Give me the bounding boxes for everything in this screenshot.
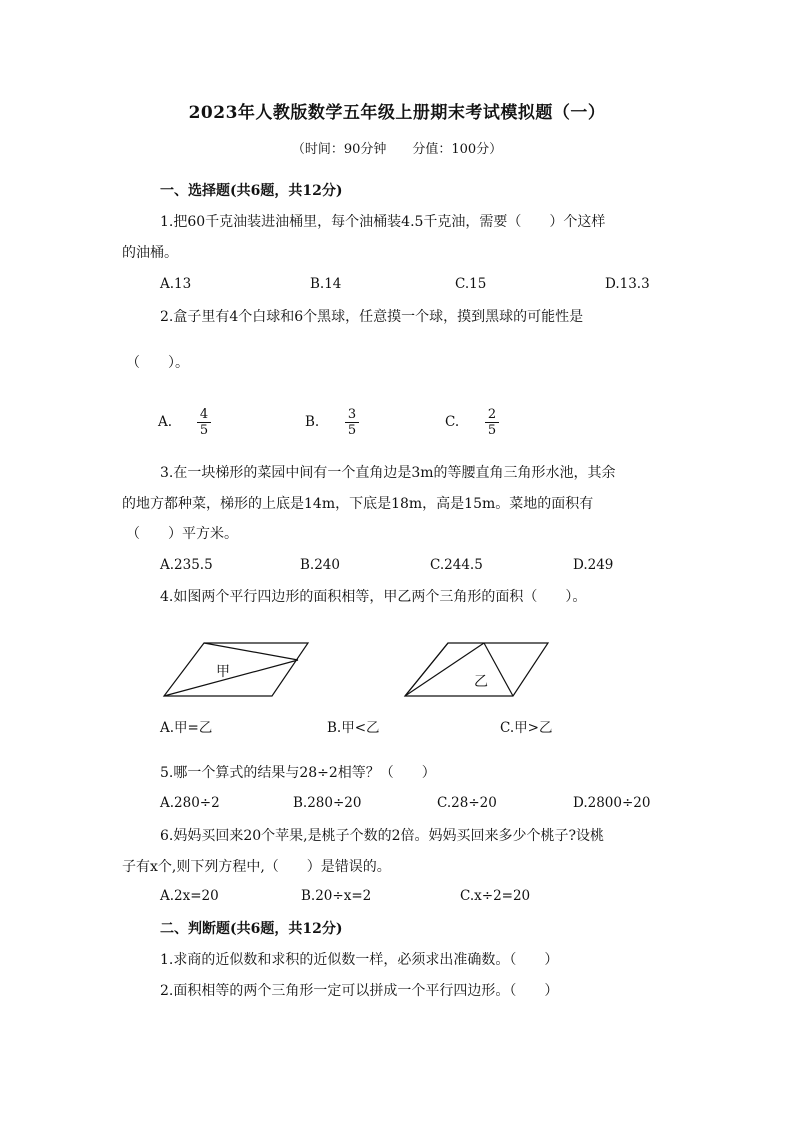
q2-option-b-fraction bbox=[345, 408, 359, 437]
q6-text-line2: 子有x个,则下列方程中,（ ）是错误的。 bbox=[122, 859, 391, 875]
q2-text-line2: （ ）。 bbox=[126, 355, 189, 371]
q5-option-c[interactable]: C.28÷20 bbox=[437, 795, 497, 811]
fraction-denominator: 5 bbox=[347, 423, 357, 438]
segment bbox=[405, 643, 448, 696]
q3-text-line2: 的地方都种菜，梯形的上底是14m，下底是18m，高是15m。菜地的面积有 bbox=[122, 496, 594, 512]
q2-option-b-label[interactable]: B. bbox=[305, 414, 320, 430]
q1-option-b[interactable]: B.14 bbox=[310, 276, 342, 292]
q3-option-a[interactable]: A.235.5 bbox=[160, 557, 213, 573]
figure-jia bbox=[164, 643, 308, 696]
q5-option-d[interactable]: D.2800÷20 bbox=[573, 795, 651, 811]
q3-text-line1: 3.在一块梯形的菜园中间有一个直角边是3m的等腰直角三角形水池，其余 bbox=[160, 465, 616, 481]
q6-option-a[interactable]: A.2x=20 bbox=[160, 888, 219, 904]
q1-option-c[interactable]: C.15 bbox=[455, 276, 487, 292]
q3-text-line3: （ ）平方米。 bbox=[126, 526, 238, 542]
q5-option-b[interactable]: B.280÷20 bbox=[293, 795, 362, 811]
fraction-numerator: 2 bbox=[485, 408, 499, 423]
q6-option-b[interactable]: B.20÷x=2 bbox=[301, 888, 372, 904]
q3-option-c[interactable]: C.244.5 bbox=[430, 557, 483, 573]
section1-heading: 一、选择题(共6题，共12分) bbox=[160, 183, 343, 199]
q2-option-a-fraction bbox=[197, 408, 211, 437]
q3-option-b[interactable]: B.240 bbox=[300, 557, 340, 573]
q4-text-line1: 4.如图两个平行四边形的面积相等，甲乙两个三角形的面积（ ）。 bbox=[160, 589, 587, 605]
q2-option-c-fraction bbox=[485, 408, 499, 437]
q2-text-line1: 2.盒子里有4个白球和6个黑球，任意摸一个球，摸到黑球的可能性是 bbox=[160, 309, 584, 325]
parallelogram-figure bbox=[160, 638, 560, 700]
q5-option-a[interactable]: A.280÷2 bbox=[160, 795, 220, 811]
segment bbox=[164, 660, 298, 696]
q1-text-line1: 1.把60千克油装进油桶里，每个油桶装4.5千克油，需要（ ）个这样 bbox=[160, 214, 606, 230]
q3-option-d[interactable]: D.249 bbox=[573, 557, 614, 573]
section2-heading: 二、判断题(共6题，共12分) bbox=[160, 921, 343, 937]
q1-text-line2: 的油桶。 bbox=[122, 245, 178, 261]
tf-q2-text: 2.面积相等的两个三角形一定可以拼成一个平行四边形。（ ） bbox=[160, 983, 559, 999]
q4-option-b[interactable]: B.甲<乙 bbox=[327, 720, 380, 736]
fraction-denominator: 5 bbox=[199, 423, 209, 438]
q6-text-line1: 6.妈妈买回来20个苹果,是桃子个数的2倍。妈妈买回来多少个桃子?设桃 bbox=[160, 828, 605, 844]
q4-option-c[interactable]: C.甲>乙 bbox=[500, 720, 553, 736]
tf-q1-text: 1.求商的近似数和求积的近似数一样，必须求出准确数。（ ） bbox=[160, 952, 559, 968]
parallelogram-left bbox=[164, 643, 308, 696]
segment bbox=[405, 643, 484, 696]
q6-option-c[interactable]: C.x÷2=20 bbox=[460, 888, 531, 904]
segment bbox=[484, 643, 513, 696]
q2-option-c-label[interactable]: C. bbox=[445, 414, 460, 430]
q2-option-a-label[interactable]: A. bbox=[158, 414, 173, 430]
label-yi: 乙 bbox=[474, 674, 488, 690]
fraction-denominator: 5 bbox=[487, 423, 497, 438]
page-title: 2023年人教版数学五年级上册期末考试模拟题（一） bbox=[188, 103, 606, 123]
exam-info: （时间：90分钟 分值：100分） bbox=[291, 142, 503, 157]
q4-option-a[interactable]: A.甲=乙 bbox=[160, 720, 213, 736]
label-jia: 甲 bbox=[216, 664, 230, 680]
segment bbox=[204, 643, 298, 660]
fraction-numerator: 4 bbox=[197, 408, 211, 423]
q1-option-d[interactable]: D.13.3 bbox=[605, 276, 650, 292]
q5-text-line1: 5.哪一个算式的结果与28÷2相等？（ ） bbox=[160, 765, 436, 781]
q1-option-a[interactable]: A.13 bbox=[160, 276, 192, 292]
fraction-numerator: 3 bbox=[345, 408, 359, 423]
